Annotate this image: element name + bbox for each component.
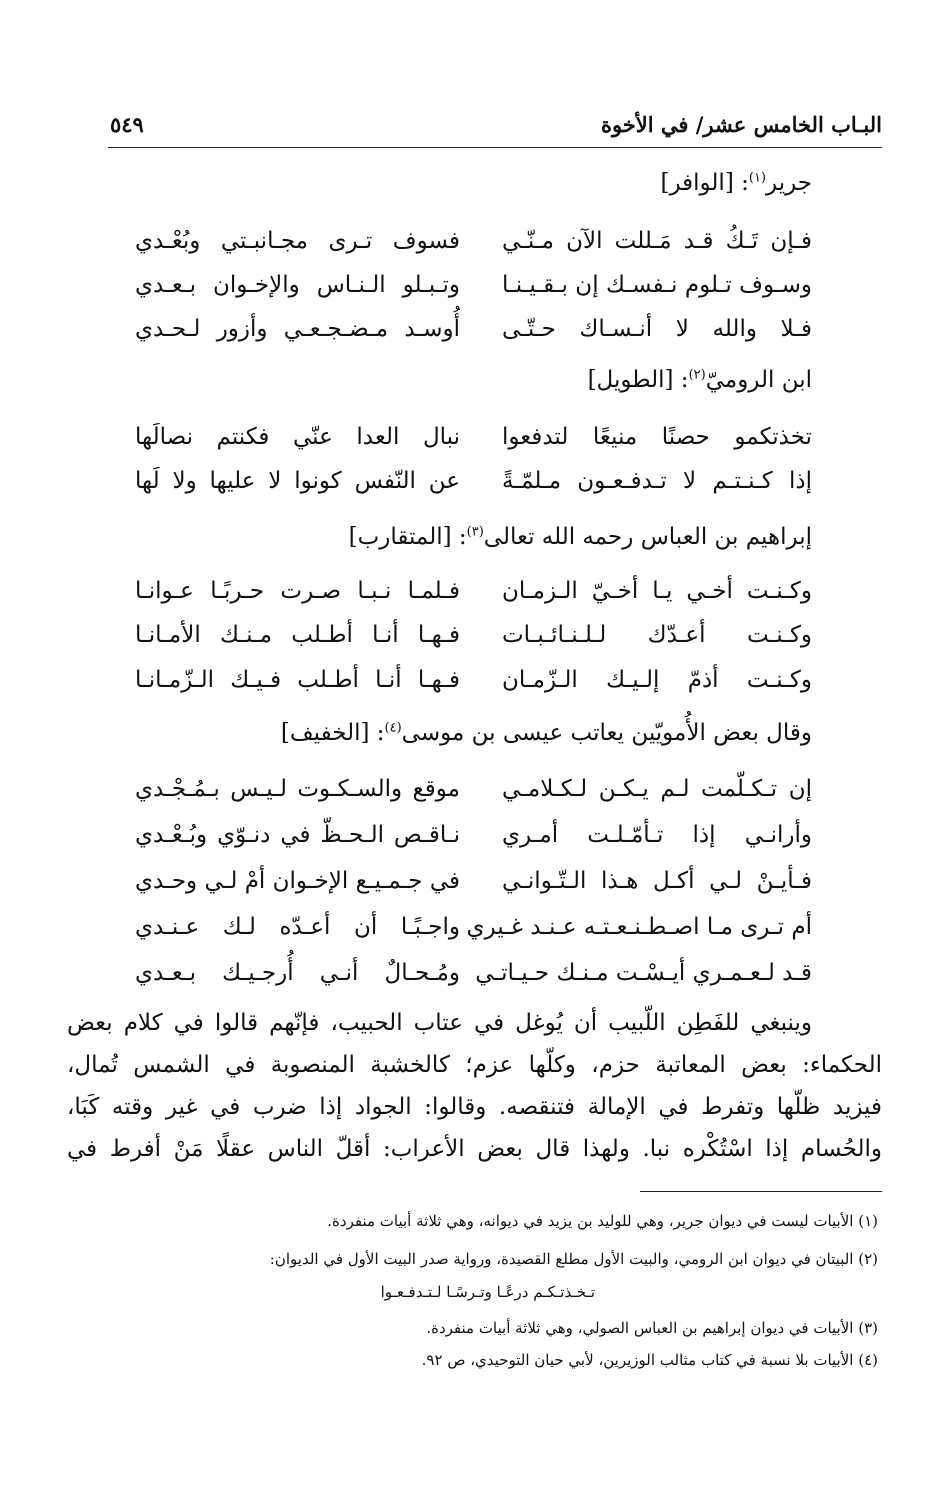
verse-hemistich-second: فـهـا أنـا أطـلب فـيـك الـزّمـانـا	[135, 667, 460, 693]
header-rule	[108, 147, 882, 148]
meter-name: : [المتقارب]	[348, 524, 467, 550]
prose-line: فيزيد ظلّها وتفرط في الإمالة فتنقصه. وقالوا: الجواد إذا ضرب في غير وقته كَبَا،	[67, 1094, 882, 1120]
footnote-3: (٣) الأبيات في ديوان إبراهيم بن العباس الصولي، وهي ثلاثة أبيات منفردة.	[426, 1319, 878, 1337]
footnote-rule	[640, 1191, 882, 1192]
poem-intro-jarir	[660, 170, 812, 196]
verse-hemistich-first: تخذتكمو حصنًا منيعًا لتدفعوا	[502, 424, 812, 450]
verse-hemistich-first: وأرانـي إذا تـأمّـلـت أمـري	[502, 822, 812, 848]
verse-hemistich-second: وتـبـلو الـنـاس والإخـوان بـعـدي	[135, 272, 460, 298]
poet-name: إبراهيم بن العباس رحمه الله تعالى	[483, 524, 812, 550]
verse-hemistich-first: فـإن تَـكُ قـد مَـللت الآن مـنّـي	[502, 228, 812, 254]
meter-name: : [الوافر]	[660, 170, 749, 196]
prose-line: والحُسام إذا اسْتُكْره نبا. ولهذا قال بعض الأعراب: أقلّ الناس عقلًا مَنْ أفرط في	[67, 1136, 882, 1162]
verse-hemistich-first: وكـنـت أذمّ إلـيـك الـزّمـان	[502, 667, 812, 693]
footnote-ref: (٤)	[384, 720, 402, 736]
poem-intro-umayyad	[281, 720, 812, 746]
poet-name: ابن الروميّ	[705, 367, 812, 393]
footnote-ref: (١)	[748, 170, 766, 186]
verse-hemistich-second: موقع والسـكـوت لـيـس بـمُـجْـدي	[135, 776, 460, 802]
footnote-ref: (٣)	[466, 524, 484, 540]
verse-hemistich-second: في جـمـيـع الإخـوان أمْ لـي وحـدي	[135, 868, 460, 894]
poem-intro-ibrahim	[349, 524, 812, 550]
verse-hemistich-first: إذا كـنـتـم لا تـدفـعـون مـلمّـةً	[502, 468, 812, 494]
verse-hemistich-second: أُوسـد مـضـجـعـي وأزور لـحـدي	[135, 316, 460, 342]
footnote-ref: (٢)	[688, 367, 706, 383]
verse-hemistich-first: وسـوف تـلوم نـفسـك إن بـقـيـنـا	[502, 272, 812, 298]
prose-line: وينبغي للفَطِن اللّبيب أن يُوغل في عتاب الحبيب، فإنّهم قالوا في كلام بعض	[67, 1010, 812, 1036]
verse-hemistich-first: فـأيـنْ لـي أكـل هـذا الـتّـوانـي	[502, 868, 812, 894]
verse-hemistich-second: فـهـا أنـا أطـلب مـنـك الأمـانـا	[135, 622, 460, 648]
verse-hemistich-first: قـد لـعـمـري أيـسْـت مـنـك حـيـاتـي	[475, 960, 812, 986]
verse-hemistich-first: إن تـكـلّمت لـم يـكـن لـكـلامـي	[502, 776, 812, 802]
verse-hemistich-first: وكـنـت أعـدّك لـلـنـائـبـات	[502, 622, 812, 648]
footnote-2-verse: تـخـذتـكـم درعًـا وتـرسًـا لـتـدفـعـوا	[380, 1283, 595, 1301]
running-head: البـاب الخامس عشر/ في الأخوة	[600, 112, 882, 137]
poet-name: وقال بعض الأُمويّين يعاتب عيسى بن موسى	[401, 720, 812, 746]
footnote-2: (٢) البيتان في ديوان ابن الرومي، والبيت الأول مطلع القصيدة، ورواية صدر البيت الأول في الديوان:	[269, 1250, 878, 1268]
meter-name: : [الخفيف]	[280, 720, 385, 746]
verse-hemistich-second: واجـبًـا أن أعـدّه لـك عـنـدي	[135, 914, 460, 940]
footnote-1: (١) الأبيات ليست في ديوان جرير، وهي للوليد بن يزيد في ديوانه، وهي ثلاثة أبيات منفردة.	[327, 1212, 878, 1230]
verse-hemistich-second: عن النّفس كونوا لا عليها ولا لَها	[135, 468, 460, 494]
verse-hemistich-first: أم تـرى مـا اصـطـنـعـتـه عـنـد غـيري	[466, 914, 812, 940]
verse-hemistich-second: ومُـحـالٌ أنـي أُرجـيـك بـعـدي	[135, 960, 460, 986]
page-number: ٥٤٩	[110, 112, 144, 137]
prose-line: الحكماء: بعض المعاتبة حزم، وكلّها عزم؛ كالخشبة المنصوبة في الشمس تُمال،	[67, 1052, 882, 1078]
verse-hemistich-second: فسوف تـرى مجـانبـتي وبُعْـدي	[135, 228, 460, 254]
verse-hemistich-second: نبال العدا عنّي فكنتم نصالَها	[135, 424, 460, 450]
verse-hemistich-first: وكـنـت أخـي يـا أخـيّ الـزمـان	[502, 578, 812, 604]
poem-intro-ibn-rumi	[588, 367, 812, 393]
footnote-4: (٤) الأبيات بلا نسبة في كتاب مثالب الوزيرين، لأبي حيان التوحيدي، ص ٩٢.	[421, 1351, 878, 1369]
verse-hemistich-second: فـلمـا نـبـا صـرت حـربًـا عـوانـا	[135, 578, 460, 604]
verse-hemistich-second: نـاقـص الـحـظّ في دنـوّي وبُـعْـدي	[135, 822, 460, 848]
verse-hemistich-first: فـلا والله لا أنـسـاك حـتّـى	[502, 316, 812, 342]
meter-name: : [الطويل]	[587, 367, 689, 393]
poet-name: جرير	[766, 170, 812, 196]
